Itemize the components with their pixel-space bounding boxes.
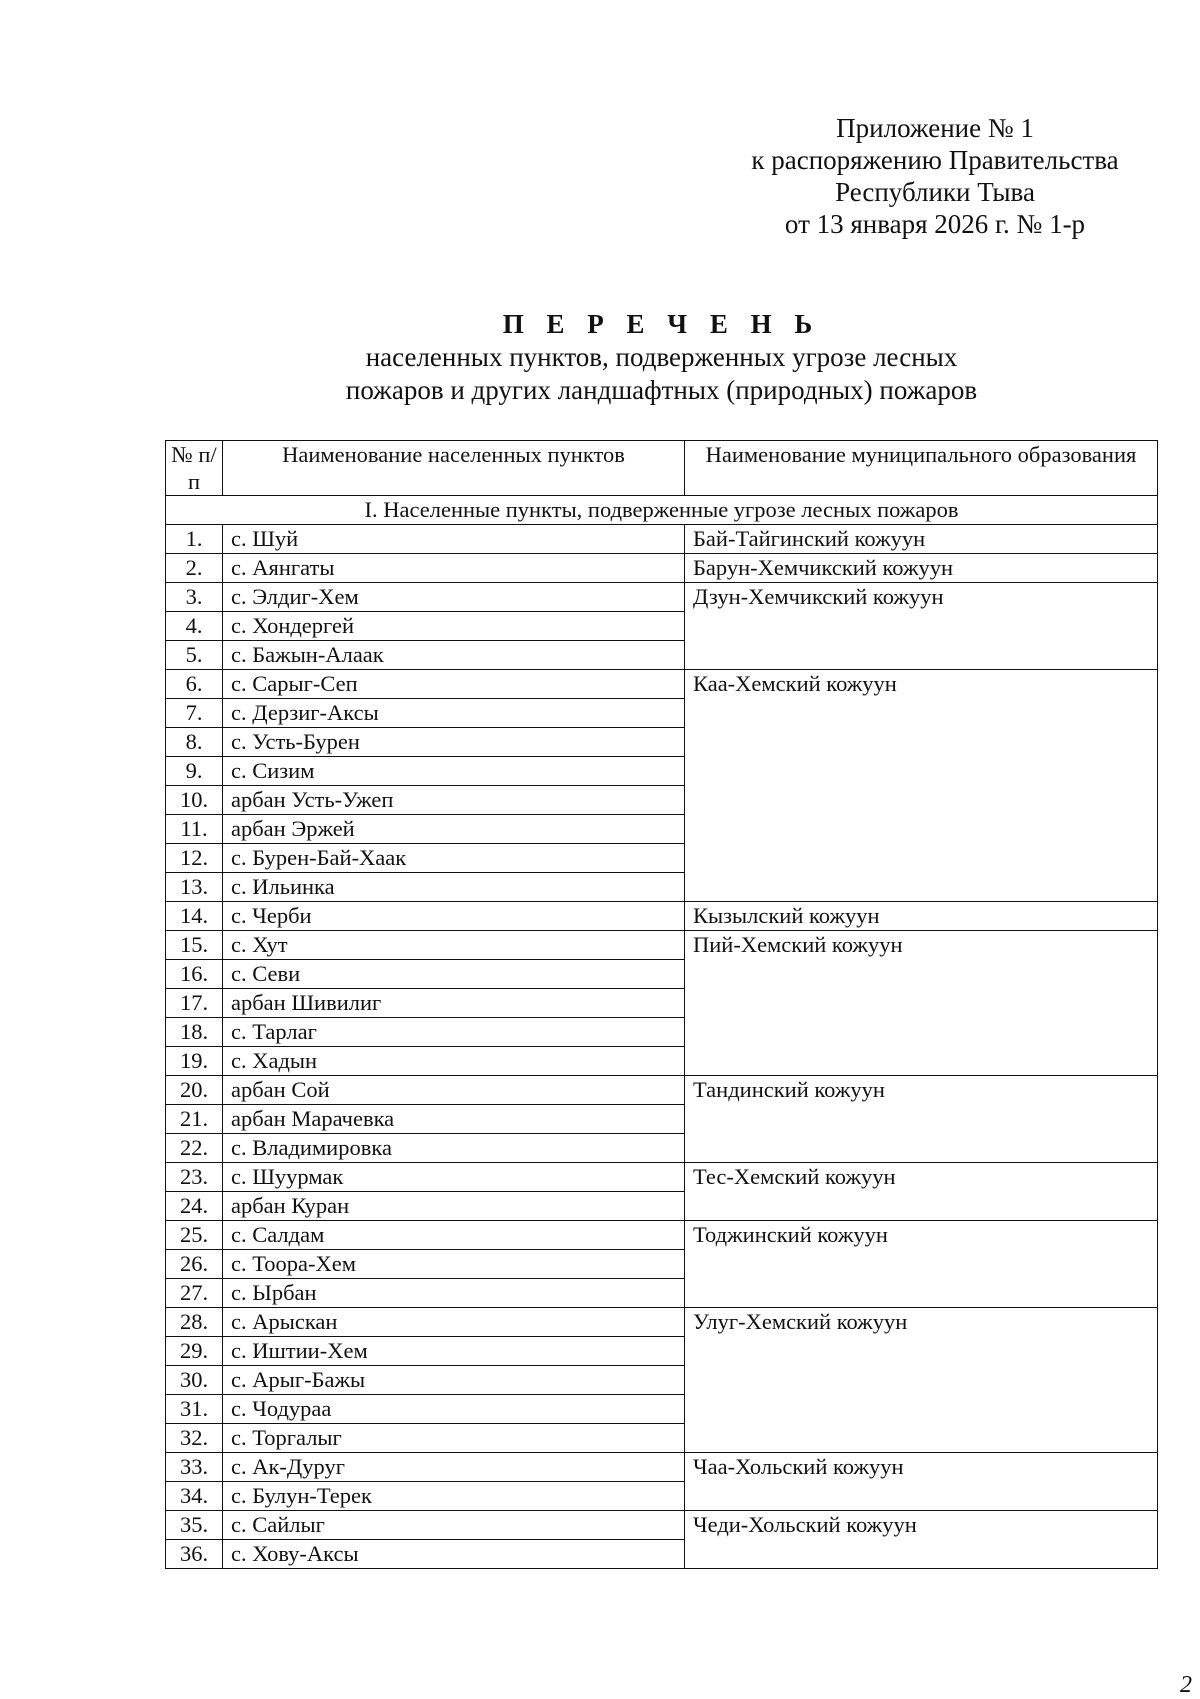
annex-line-4: от 13 января 2026 г. № 1-р [784,209,1086,239]
row-number: 22. [166,1134,223,1163]
row-number: 28. [166,1308,223,1337]
settlement-name: с. Ильинка [223,873,685,902]
municipality-name: Чеди-Хольский кожуун [685,1511,1158,1569]
settlement-name: с. Ырбан [223,1279,685,1308]
annex-line-2: к распоряжению Правительства [751,145,1119,175]
row-number: 19. [166,1047,223,1076]
municipality-name: Барун-Хемчикский кожуун [685,554,1158,583]
table-row [166,583,1158,612]
municipality-name: Чаа-Хольский кожуун [685,1453,1158,1511]
document-title: П Е Р Е Ч Е Н Ь [502,309,821,339]
table-row [166,670,1158,699]
table-row [166,525,1158,554]
row-number: 11. [166,815,223,844]
settlement-name: с. Торгалыг [223,1424,685,1453]
document-subtitle-line-1: населенных пунктов, подверженных угрозе лесных [365,342,958,372]
settlement-name: с. Сарыг-Сеп [223,670,685,699]
settlement-name: с. Хадын [223,1047,685,1076]
settlement-name: с. Усть-Бурен [223,728,685,757]
settlement-name: с. Салдам [223,1221,685,1250]
row-number: 16. [166,960,223,989]
column-header-municipality: Наименование муниципального образования [685,441,1158,496]
municipality-name: Дзун-Хемчикский кожуун [685,583,1158,670]
settlement-name: с. Аянгаты [223,554,685,583]
table-row [166,931,1158,960]
table-row [166,1308,1158,1337]
municipality-name: Бай-Тайгинский кожуун [685,525,1158,554]
settlement-name: арбан Шивилиг [223,989,685,1018]
document-heading [165,308,1158,407]
settlement-name: арбан Марачевка [223,1105,685,1134]
section-title: I. Населенные пункты, подверженные угрозе лесных пожаров [166,496,1158,525]
table-row [166,554,1158,583]
row-number: 33. [166,1453,223,1482]
settlement-name: с. Иштии-Хем [223,1337,685,1366]
row-number: 7. [166,699,223,728]
settlement-name: арбан Куран [223,1192,685,1221]
row-number: 13. [166,873,223,902]
municipality-name: Каа-Хемский кожуун [685,670,1158,902]
row-number: 15. [166,931,223,960]
municipality-name: Тес-Хемский кожуун [685,1163,1158,1221]
row-number: 35. [166,1511,223,1540]
settlement-name: с. Чодураа [223,1395,685,1424]
municipality-name: Кызылский кожуун [685,902,1158,931]
settlement-name: с. Сизим [223,757,685,786]
row-number: 21. [166,1105,223,1134]
row-number: 34. [166,1482,223,1511]
row-number: 31. [166,1395,223,1424]
row-number: 29. [166,1337,223,1366]
settlement-name: с. Тоора-Хем [223,1250,685,1279]
settlement-name: с. Хову-Аксы [223,1540,685,1569]
settlement-name: с. Дерзиг-Аксы [223,699,685,728]
settlement-name: с. Хут [223,931,685,960]
column-header-number: № п/п [166,441,223,496]
settlement-name: арбан Усть-Ужеп [223,786,685,815]
municipality-name: Пий-Хемский кожуун [685,931,1158,1076]
table-row [166,1221,1158,1250]
settlement-name: с. Элдиг-Хем [223,583,685,612]
settlement-name: с. Севи [223,960,685,989]
settlement-name: с. Арыскан [223,1308,685,1337]
table-row [166,1453,1158,1482]
row-number: 9. [166,757,223,786]
row-number: 32. [166,1424,223,1453]
row-number: 12. [166,844,223,873]
settlement-name: с. Бурен-Бай-Хаак [223,844,685,873]
row-number: 3. [166,583,223,612]
municipality-name: Тандинский кожуун [685,1076,1158,1163]
settlement-name: с. Черби [223,902,685,931]
row-number: 20. [166,1076,223,1105]
row-number: 27. [166,1279,223,1308]
table-row [166,902,1158,931]
annex-block [700,112,1170,240]
section-row [166,496,1158,525]
settlement-name: с. Владимировка [223,1134,685,1163]
row-number: 36. [166,1540,223,1569]
document-subtitle-line-2: пожаров и других ландшафтных (природных) пожаров [345,375,978,405]
settlement-name: с. Сайлыг [223,1511,685,1540]
table-header-row [166,441,1158,496]
municipality-name: Тоджинский кожуун [685,1221,1158,1308]
row-number: 1. [166,525,223,554]
row-number: 8. [166,728,223,757]
page-number-mark: 2 [1180,1672,1192,1698]
row-number: 24. [166,1192,223,1221]
row-number: 17. [166,989,223,1018]
row-number: 25. [166,1221,223,1250]
table-row [166,1163,1158,1192]
row-number: 26. [166,1250,223,1279]
row-number: 6. [166,670,223,699]
row-number: 14. [166,902,223,931]
row-number: 5. [166,641,223,670]
settlements-table [165,440,1158,1569]
settlement-name: с. Шуурмак [223,1163,685,1192]
settlement-name: с. Хондергей [223,612,685,641]
row-number: 30. [166,1366,223,1395]
annex-line-1: Приложение № 1 [836,113,1034,143]
settlement-name: с. Шуй [223,525,685,554]
municipality-name: Улуг-Хемский кожуун [685,1308,1158,1453]
table-row [166,1076,1158,1105]
settlement-name: с. Тарлаг [223,1018,685,1047]
settlement-name: с. Бажын-Алаак [223,641,685,670]
row-number: 4. [166,612,223,641]
settlement-name: с. Булун-Терек [223,1482,685,1511]
table-row [166,1511,1158,1540]
settlement-name: с. Арыг-Бажы [223,1366,685,1395]
row-number: 2. [166,554,223,583]
settlement-name: арбан Сой [223,1076,685,1105]
annex-line-3: Республики Тыва [835,177,1035,207]
row-number: 10. [166,786,223,815]
settlement-name: арбан Эржей [223,815,685,844]
row-number: 23. [166,1163,223,1192]
row-number: 18. [166,1018,223,1047]
settlement-name: с. Ак-Дуруг [223,1453,685,1482]
column-header-settlement: Наименование населенных пунктов [223,441,685,496]
